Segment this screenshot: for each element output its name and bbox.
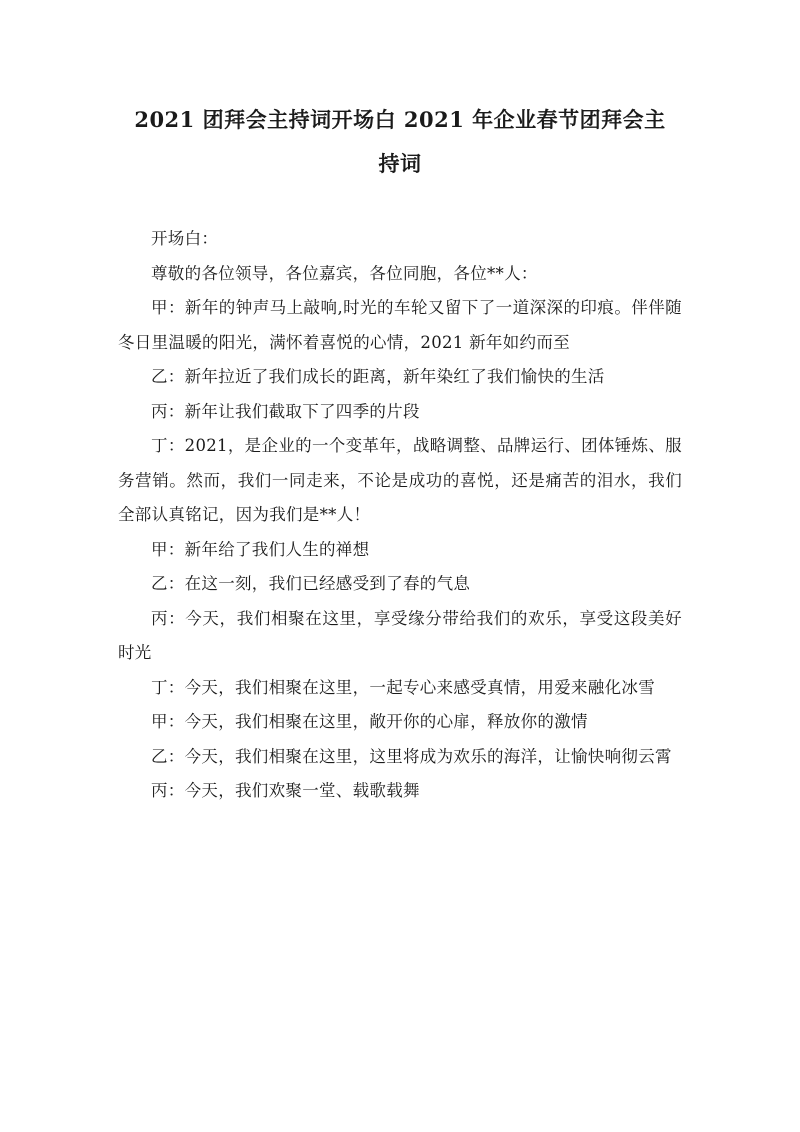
paragraph: 甲：新年的钟声马上敲响,时光的车轮又留下了一道深深的印痕。伴伴随冬日里温暖的阳光，满怀着喜悦的心情，2021 新年如约而至 — [118, 298, 682, 352]
paragraph-salutation: 尊敬的各位领导，各位嘉宾，各位同胞，各位**人： — [151, 263, 538, 283]
paragraph: 丙：今天，我们相聚在这里，享受缘分带给我们的欢乐，享受这段美好时光 — [118, 608, 682, 662]
paragraph: 丙：今天，我们欢聚一堂、载歌载舞 — [151, 781, 420, 800]
title-line-1: 2021 团拜会主持词开场白 2021 年企业春节团拜会主 — [134, 107, 666, 132]
paragraph: 乙：今天，我们相聚在这里，这里将成为欢乐的海洋，让愉快响彻云霄 — [151, 746, 672, 766]
document-title — [118, 98, 682, 186]
paragraph: 丙：新年让我们截取下了四季的片段 — [151, 401, 420, 421]
paragraph: 乙：新年拉近了我们成长的距离，新年染红了我们愉快的生活 — [151, 367, 605, 386]
paragraph: 乙：在这一刻，我们已经感受到了春的气息 — [151, 574, 471, 593]
document-body — [118, 222, 682, 809]
title-line-2: 持词 — [378, 151, 422, 176]
paragraph: 甲：新年给了我们人生的禅想 — [151, 539, 370, 559]
paragraph-opening-label: 开场白： — [151, 229, 219, 248]
paragraph: 甲：今天，我们相聚在这里，敞开你的心扉，释放你的激情 — [151, 712, 588, 731]
paragraph: 丁：今天，我们相聚在这里，一起专心来感受真情，用爱来融化冰雪 — [151, 677, 655, 697]
paragraph: 丁：2021，是企业的一个变革年，战略调整、品牌运行、团体锤炼、服务营销。然而，我们一同走来，不论是成功的喜悦，还是痛苦的泪水，我们全部认真铭记，因为我们是**人！ — [118, 436, 682, 524]
